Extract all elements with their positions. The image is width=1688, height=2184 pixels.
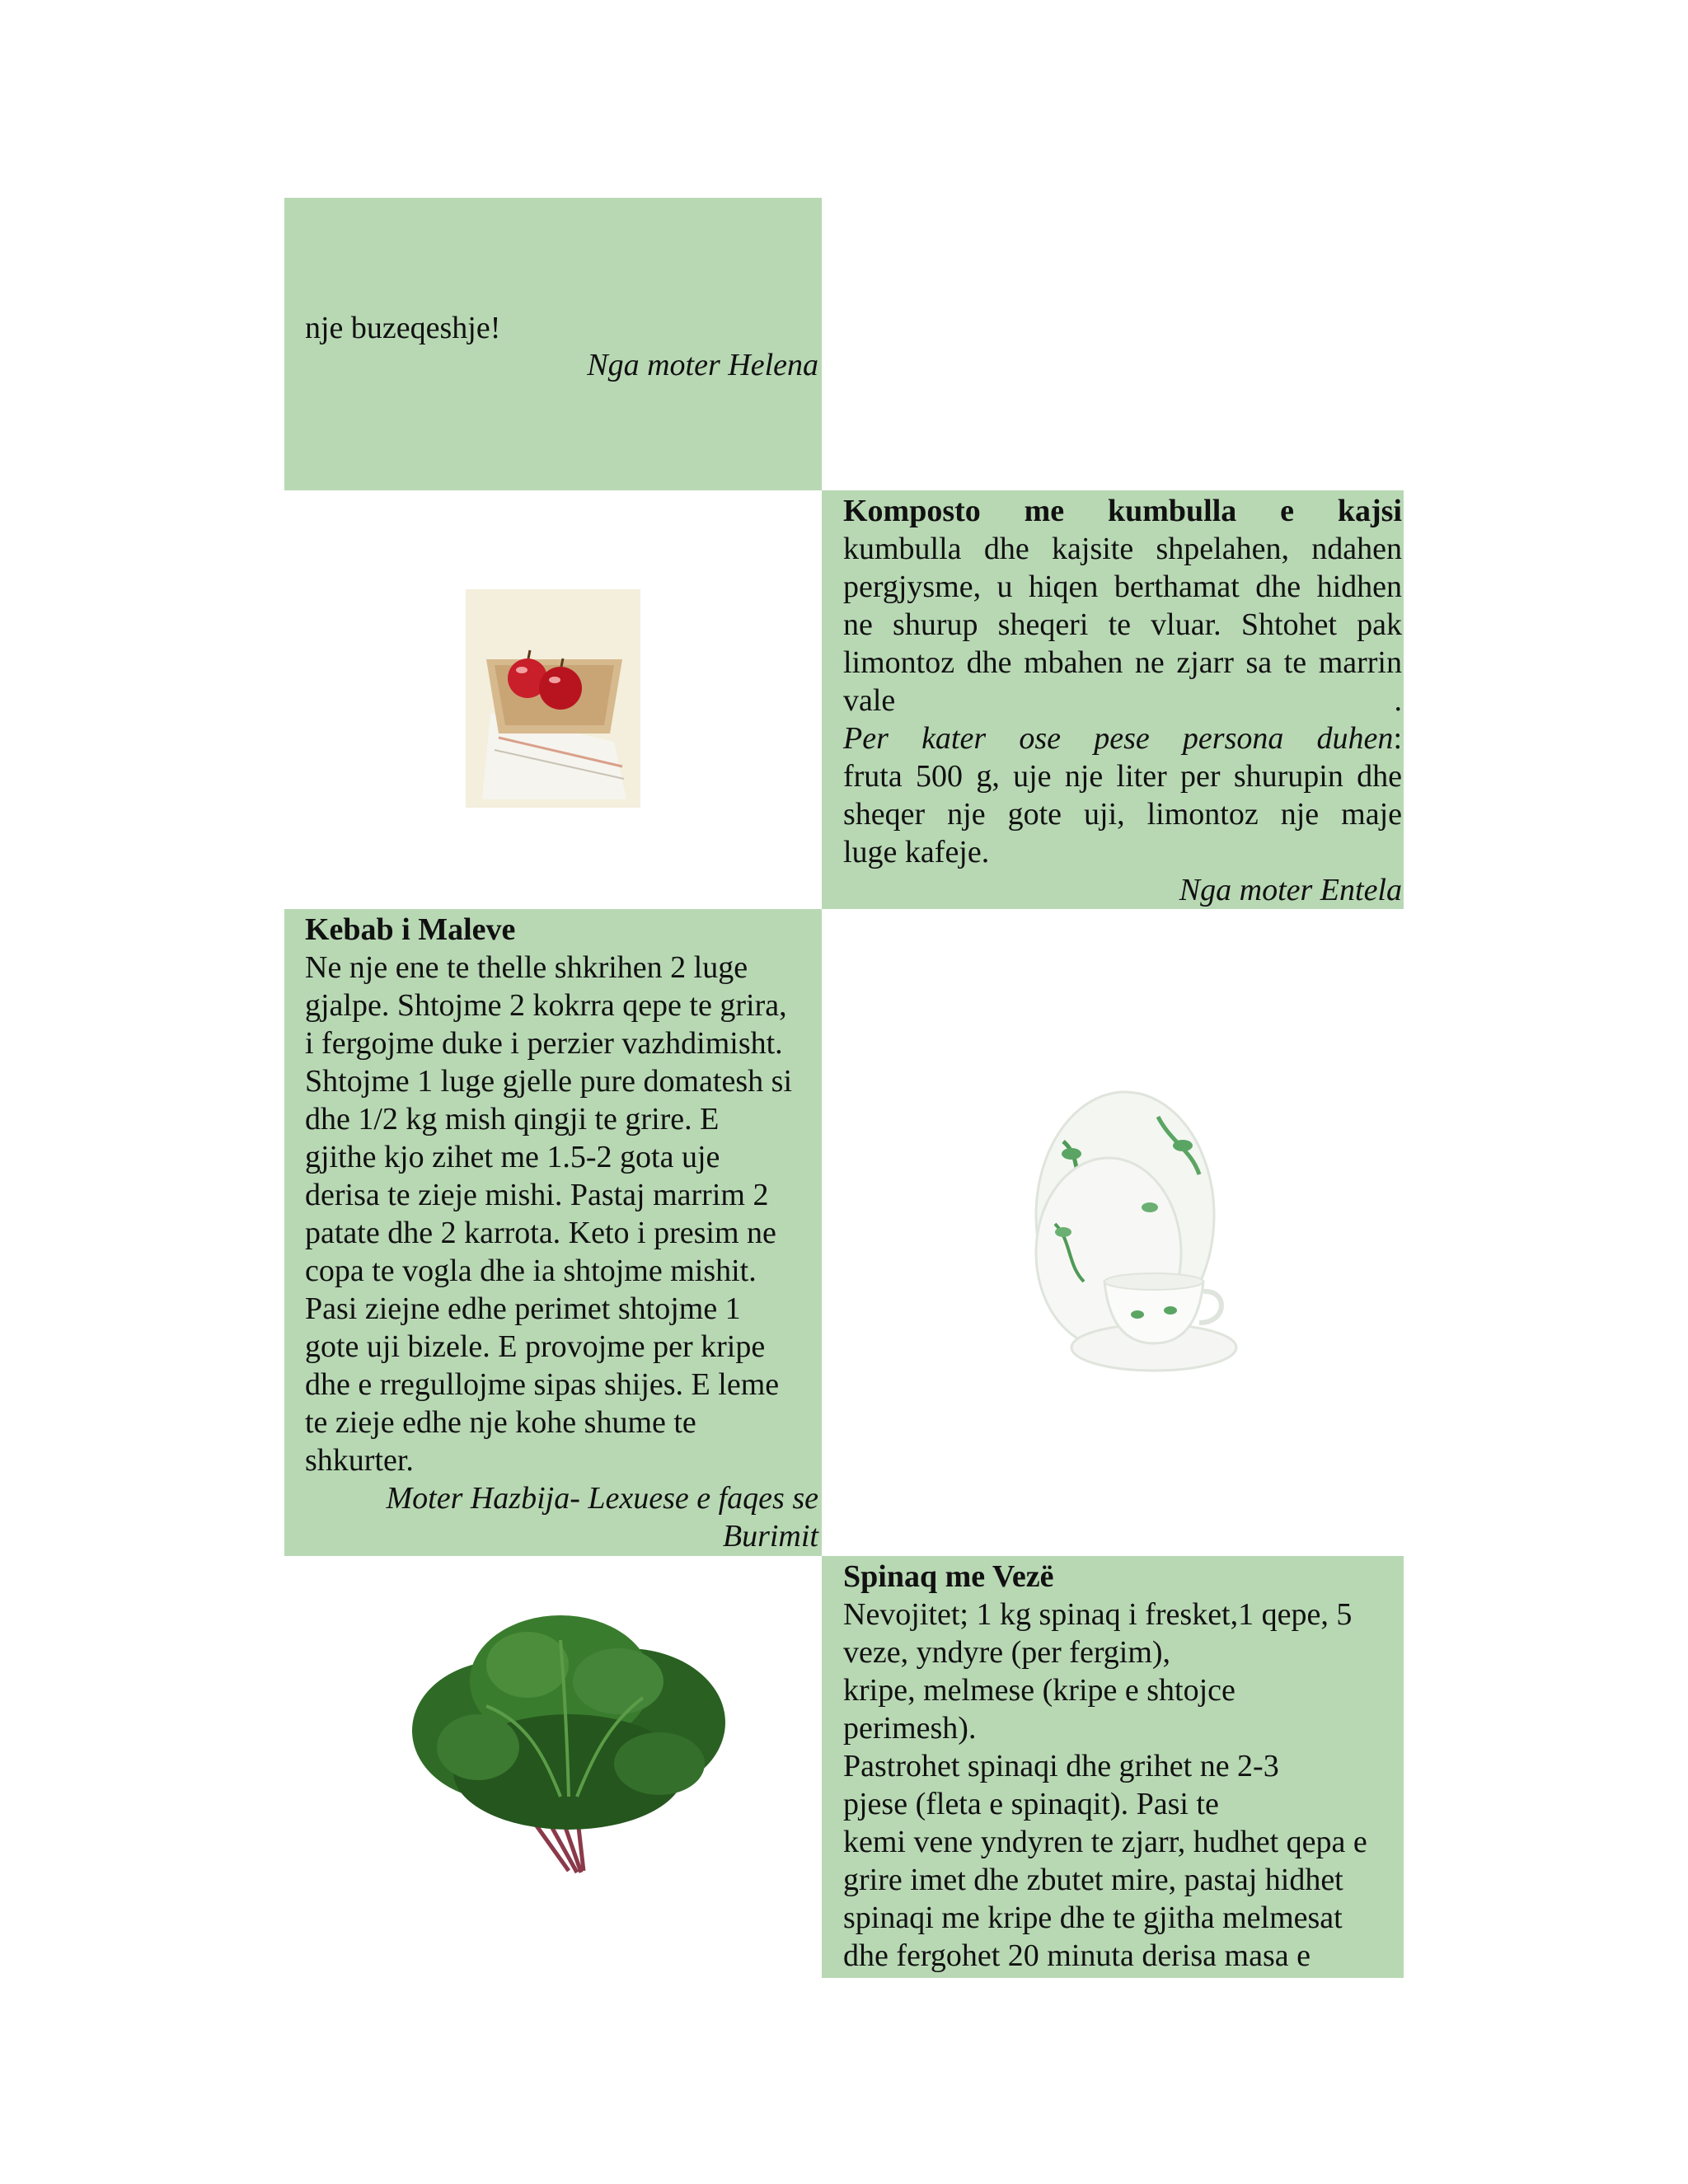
spinaq-line: pjese (fleta e spinaqit). Pasi te [843,1787,1219,1821]
kebab-line: dhe e rregullojme sipas shijes. E leme [305,1367,780,1402]
spinaq-recipe-box [822,1556,1404,1978]
spinaq-line: grire imet dhe zbutet mire, pastaj hidhet [843,1863,1343,1897]
komposto-last-line: luge kafeje. [843,835,990,869]
kebab-line: Pasi ziejne edhe perimet shtojme 1 [305,1291,741,1326]
kebab-signature-cont: Burimit [722,1519,818,1554]
spinaq-line: spinaqi me kripe dhe te gjitha melmesat [843,1900,1343,1935]
spinaq-line: Pastrohet spinaqi dhe grihet ne 2-3 [843,1749,1279,1783]
kebab-line: derisa te zieje mishi. Pastaj marrim 2 [305,1178,769,1212]
kebab-title: Kebab i Maleve [305,912,516,947]
komposto-recipe-box [822,490,1404,909]
helena-signature: Nga moter Helena [587,348,818,382]
komposto-persons-label: Per kater ose pese persona duhen [843,721,1394,756]
spinaq-line: kripe, melmese (kripe e shtojce [843,1673,1236,1708]
komposto-persons-line [843,719,1402,757]
kebab-line: gjalpe. Shtojme 2 kokrra qepe te grira, [305,988,787,1023]
spinaq-line: dhe fergohet 20 minuta derisa masa e [843,1938,1311,1973]
komposto-ingredient-line: fruta 500 g, uje nje liter per shurupin dhe [843,759,1402,794]
kebab-line: gote uji bizele. E provojme per kripe [305,1329,766,1364]
komposto-line: vale . [843,683,1402,718]
helena-note-box [284,198,822,490]
komposto-ingredient-line: sheqer nje gote uji, limontoz nje maje [843,797,1402,832]
komposto-title: Komposto me kumbulla e kajsi [843,494,1402,528]
spinaq-line: perimesh). [843,1711,977,1746]
helena-note-text: nje buzeqeshje! [305,311,501,345]
spinaq-title: Spinaq me Vezë [843,1559,1054,1594]
komposto-signature: Nga moter Entela [1179,873,1402,907]
dinnerware-image [993,1084,1249,1380]
kebab-line: gjithe kjo zihet me 1.5-2 gota uje [305,1140,720,1174]
kebab-signature: Moter Hazbija- Lexuese e faqes se [386,1481,818,1516]
spinach-bunch-image [404,1607,734,1879]
apples-in-dish-image [466,589,640,808]
komposto-line: pergjysme, u hiqen berthamat dhe hidhen [843,569,1402,604]
komposto-line: kumbulla dhe kajsite shpelahen, ndahen [843,532,1402,566]
kebab-line: copa te vogla dhe ia shtojme mishit. [305,1254,757,1288]
kebab-line: Shtojme 1 luge gjelle pure domatesh si [305,1064,793,1099]
kebab-line: dhe 1/2 kg mish qingji te grire. E [305,1102,720,1137]
kebab-line: shkurter. [305,1443,414,1478]
kebab-line: patate dhe 2 karrota. Keto i presim ne [305,1216,776,1250]
kebab-line: Ne nje ene te thelle shkrihen 2 luge [305,950,748,985]
kebab-line: i fergojme duke i perzier vazhdimisht. [305,1026,783,1061]
kebab-recipe-box [284,909,822,1556]
komposto-line: limontoz dhe mbahen ne zjarr sa te marrin [843,645,1402,680]
spinaq-line: kemi vene yndyren te zjarr, hudhet qepa e [843,1825,1367,1859]
spinaq-line: veze, yndyre (per fergim), [843,1635,1171,1670]
spinaq-line: Nevojitet; 1 kg spinaq i fresket,1 qepe, 5 [843,1597,1353,1632]
komposto-line: ne shurup sheqeri te vluar. Shtohet pak [843,607,1402,642]
komposto-persons-colon: : [1393,721,1402,756]
kebab-line: te zieje edhe nje kohe shume te [305,1405,696,1440]
